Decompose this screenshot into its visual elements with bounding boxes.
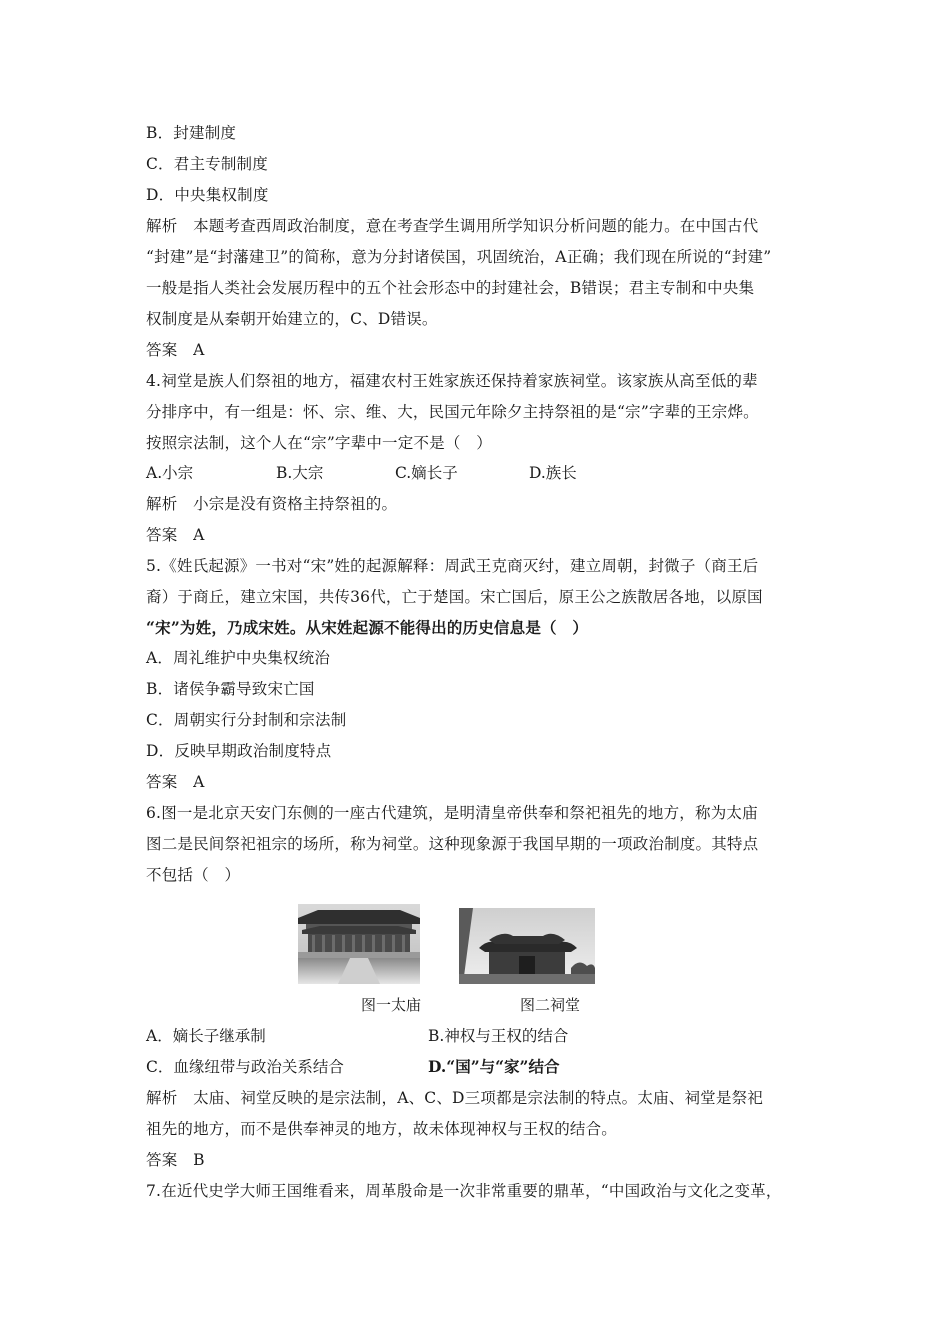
citang-photo [459, 908, 595, 984]
q3-option-b: B．封建制度 [146, 124, 237, 142]
q3-analysis-line-2: “封建”是“封藩建卫”的简称，意为分封诸侯国，巩固统治，A正确；我们现在所说的“封建” [146, 248, 772, 266]
q4-analysis: 解析 小宗是没有资格主持祭祖的。 [146, 495, 398, 513]
q5-option-b: B．诸侯争霸导致宋亡国 [146, 680, 315, 698]
q6-option-a: A．嫡长子继承制 [146, 1027, 266, 1045]
q4-stem-line-2: 分排序中，有一组是：怀、宗、维、大，民国元年除夕主持祭祖的是“宗”字辈的王宗烨。 [146, 403, 759, 421]
q3-analysis-line-4: 权制度是从秦朝开始建立的，C、D错误。 [146, 310, 438, 328]
q5-stem-line-1: 5.《姓氏起源》一书对“宋”姓的起源解释：周武王克商灭纣，建立周朝，封微子（商王后 [146, 557, 759, 575]
taimiao-photo [298, 904, 420, 984]
q3-answer: 答案 A [146, 341, 205, 359]
figure-2-caption: 图二祠堂 [520, 996, 581, 1014]
q6-stem-line-1: 6.图一是北京天安门东侧的一座古代建筑，是明清皇帝供奉和祭祀祖先的地方，称为太庙 [146, 804, 758, 822]
q6-option-d: D.“国”与“家”结合 [428, 1057, 560, 1076]
q5-answer: 答案 A [146, 773, 205, 791]
q5-option-c: C．周朝实行分封制和宗法制 [146, 711, 347, 729]
q5-stem-line-2: 裔）于商丘，建立宋国，共传36代，亡于楚国。宋亡国后，原王公之族散居各地，以原国 [146, 588, 763, 606]
q6-stem-line-3: 不包括（ ） [146, 866, 241, 884]
q4-answer: 答案 A [146, 526, 205, 544]
q7-stem-line-1: 7.在近代史学大师王国维看来，周革殷命是一次非常重要的鼎革，“中国政治与文化之变革， [146, 1182, 782, 1200]
q5-stem-line-3: “宋”为姓，乃成宋姓。从宋姓起源不能得出的历史信息是（ ） [146, 618, 589, 637]
q6-analysis-line-2: 祖先的地方，而不是供奉神灵的地方，故未体现神权与王权的结合。 [146, 1120, 618, 1138]
q3-analysis-line-3: 一般是指人类社会发展历程中的五个社会形态中的封建社会，B错误；君主专制和中央集 [146, 279, 755, 297]
q6-analysis-line-1: 解析 太庙、祠堂反映的是宗法制，A、C、D三项都是宗法制的特点。太庙、祠堂是祭祀 [146, 1089, 763, 1107]
q5-option-a: A．周礼维护中央集权统治 [146, 649, 331, 667]
q4-stem-line-3: 按照宗法制，这个人在“宗”字辈中一定不是（ ） [146, 434, 492, 452]
q4-option-b: B.大宗 [276, 464, 324, 482]
q4-option-c: C.嫡长子 [395, 464, 458, 482]
figure-1-caption: 图一太庙 [361, 996, 422, 1014]
q4-option-a: A.小宗 [146, 464, 194, 482]
q5-option-d: D．反映早期政治制度特点 [146, 742, 332, 760]
q6-answer: 答案 B [146, 1151, 205, 1169]
q3-analysis-line-1: 解析 本题考查西周政治制度，意在考查学生调用所学知识分析问题的能力。在中国古代 [146, 217, 759, 235]
q3-option-d: D．中央集权制度 [146, 186, 269, 204]
q6-option-b: B.神权与王权的结合 [428, 1027, 569, 1045]
q6-option-c: C．血缘纽带与政治关系结合 [146, 1058, 344, 1076]
q6-stem-line-2: 图二是民间祭祀祖宗的场所，称为祠堂。这种现象源于我国早期的一项政治制度。其特点 [146, 835, 759, 853]
q3-option-c: C．君主专制制度 [146, 155, 268, 173]
q4-option-d: D.族长 [529, 464, 577, 482]
q4-stem-line-1: 4.祠堂是族人们祭祖的地方，福建农村王姓家族还保持着家族祠堂。该家族从高至低的辈 [146, 372, 758, 390]
